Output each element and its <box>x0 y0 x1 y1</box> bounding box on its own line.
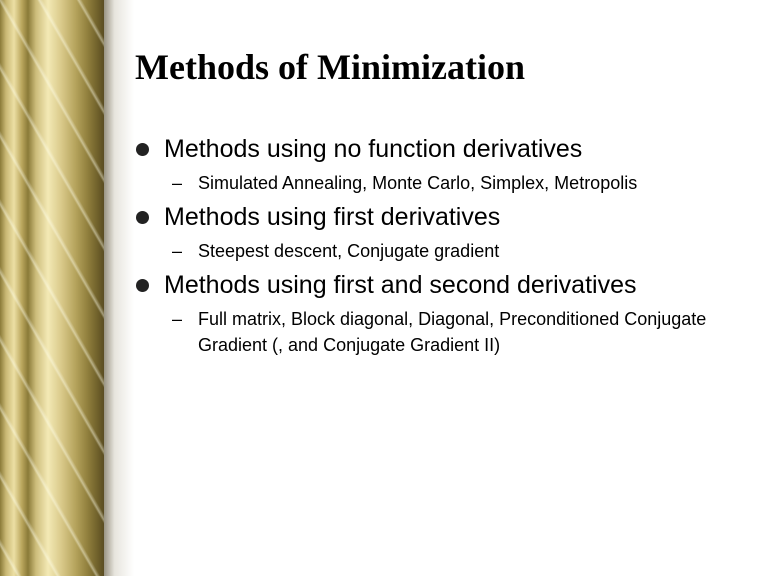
sub-item <box>172 306 744 358</box>
list-item <box>136 202 744 232</box>
bullet-icon <box>136 211 149 224</box>
item-text: Methods using first and second derivatives <box>164 270 637 299</box>
item-text: Methods using no function derivatives <box>164 134 583 163</box>
pillar-shadow <box>104 0 134 576</box>
decorative-gold-pillar <box>0 0 104 576</box>
dash-icon: – <box>172 241 183 261</box>
sub-item <box>172 238 744 264</box>
item-text: Methods using first derivatives <box>164 202 501 231</box>
sub-item-text: Full matrix, Block diagonal, Diagonal, Preconditioned Conjugate Gradient (, and Conjugate Gradient II) <box>198 309 707 355</box>
bullet-icon <box>136 279 149 292</box>
bullet-list <box>136 134 744 364</box>
sub-item <box>172 170 744 196</box>
dash-icon: – <box>172 173 183 193</box>
sub-item-text: Steepest descent, Conjugate gradient <box>198 241 500 261</box>
sub-item-text: Simulated Annealing, Monte Carlo, Simplex, Metropolis <box>198 173 638 193</box>
slide-title: Methods of Minimization <box>135 47 525 87</box>
dash-icon: – <box>172 309 183 329</box>
list-item <box>136 270 744 300</box>
bullet-icon <box>136 143 149 156</box>
list-item <box>136 134 744 164</box>
